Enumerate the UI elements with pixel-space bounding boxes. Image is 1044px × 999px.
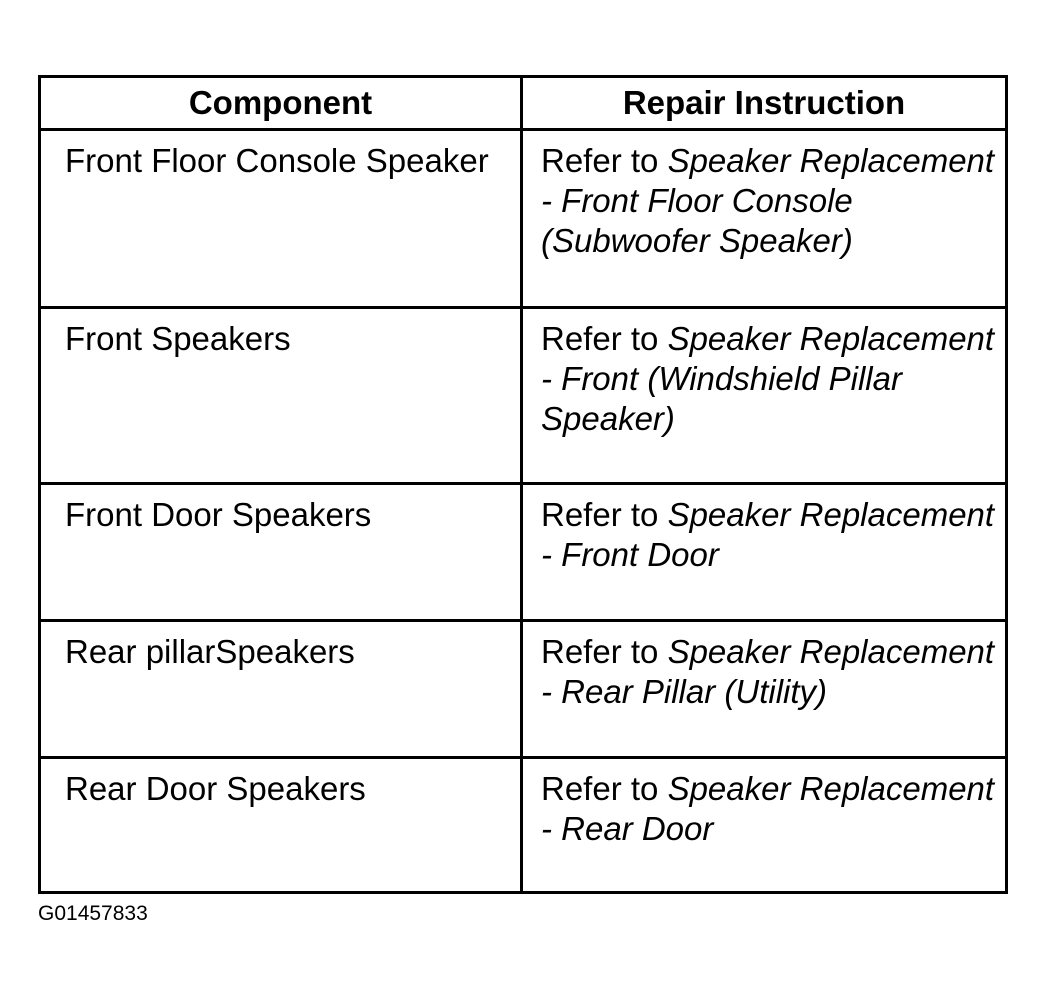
instruction-reference: Speaker Replacement - Front (Windshield Pillar Speaker)	[541, 320, 995, 437]
repair-instruction-table	[38, 75, 1008, 894]
instruction-prefix: Refer to	[541, 320, 659, 357]
instruction-prefix: Refer to	[541, 770, 659, 807]
instruction-reference: Speaker Replacement - Rear Door	[541, 770, 995, 847]
instruction-cell	[522, 308, 1007, 484]
instruction-cell	[522, 484, 1007, 621]
table-row	[40, 621, 1007, 758]
header-row	[40, 77, 1007, 130]
component-cell: Rear pillarSpeakers	[40, 621, 522, 758]
instruction-cell	[522, 621, 1007, 758]
table-row	[40, 484, 1007, 621]
table-row	[40, 130, 1007, 308]
instruction-prefix: Refer to	[541, 633, 659, 670]
component-cell: Rear Door Speakers	[40, 758, 522, 893]
instruction-reference: Speaker Replacement - Front Door	[541, 496, 995, 573]
table-row	[40, 758, 1007, 893]
instruction-cell	[522, 758, 1007, 893]
instruction-cell	[522, 130, 1007, 308]
component-cell: Front Speakers	[40, 308, 522, 484]
instruction-prefix: Refer to	[541, 142, 659, 179]
instruction-reference: Speaker Replacement - Front Floor Console (Subwoofer Speaker)	[541, 142, 995, 259]
component-cell: Front Floor Console Speaker	[40, 130, 522, 308]
figure-id: G01457833	[38, 902, 148, 925]
component-cell: Front Door Speakers	[40, 484, 522, 621]
instruction-prefix: Refer to	[541, 496, 659, 533]
header-repair-instruction: Repair Instruction	[522, 77, 1007, 130]
header-component: Component	[40, 77, 522, 130]
instruction-reference: Speaker Replacement - Rear Pillar (Utility)	[541, 633, 995, 710]
table-row	[40, 308, 1007, 484]
